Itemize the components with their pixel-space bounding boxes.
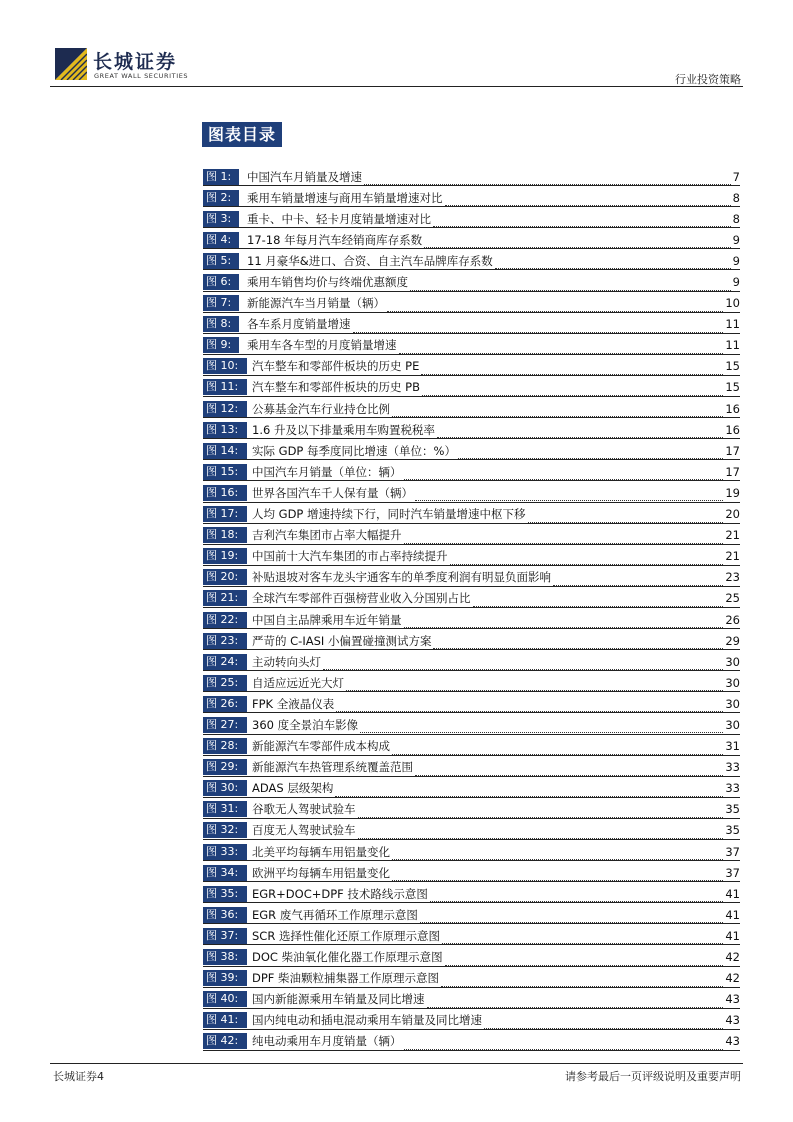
figure-label: 图 26: — [203, 696, 247, 712]
dot-leader — [450, 554, 724, 565]
toc-entry[interactable] — [203, 714, 740, 735]
dot-leader — [392, 406, 723, 417]
toc-entry[interactable] — [203, 609, 740, 630]
figure-title: 中国汽车月销量（单位：辆） — [252, 464, 402, 479]
dot-leader — [484, 1018, 723, 1029]
toc-entry[interactable] — [203, 567, 740, 588]
figure-label: 图 9: — [203, 337, 239, 353]
figure-label: 图 34: — [203, 865, 247, 881]
figure-label: 图 38: — [203, 949, 247, 965]
footer-disclaimer: 请参考最后一页评级说明及重要声明 — [565, 1070, 741, 1083]
page-number: 30 — [725, 696, 740, 711]
toc-entry[interactable] — [203, 630, 740, 651]
figure-title: DPF 柴油颗粒捕集器工作原理示意图 — [252, 971, 440, 986]
toc-entry[interactable] — [203, 862, 740, 883]
figure-label: 图 18: — [203, 527, 247, 543]
page-number: 9 — [732, 232, 740, 247]
figure-title: 中国汽车月销量及增速 — [247, 169, 362, 184]
dot-leader — [437, 427, 723, 438]
footer-divider — [50, 1063, 743, 1064]
toc-entry[interactable] — [203, 1010, 740, 1031]
toc-entry[interactable] — [203, 778, 740, 799]
page-number: 42 — [725, 971, 740, 986]
figure-title: 公募基金汽车行业持仓比例 — [252, 401, 390, 416]
figure-title: 严苛的 C-IASI 小偏置碰撞测试方案 — [252, 633, 432, 648]
toc-entry[interactable] — [203, 736, 740, 757]
page-number: 8 — [732, 190, 740, 205]
dot-leader — [445, 955, 724, 966]
toc-title: 图表目录 — [202, 122, 282, 147]
figure-title: FPK 全液晶仪表 — [252, 696, 335, 711]
header-divider — [50, 86, 743, 87]
figure-label: 图 16: — [203, 485, 247, 501]
figure-label: 图 40: — [203, 991, 247, 1007]
page-number: 11 — [725, 317, 740, 332]
page-number: 33 — [725, 760, 740, 775]
toc-entry[interactable] — [203, 419, 740, 440]
dot-leader — [421, 364, 723, 375]
figure-title: 纯电动乘用车月度销量（辆） — [252, 1034, 402, 1049]
report-type: 行业投资策略 — [675, 73, 741, 86]
toc-entry[interactable] — [203, 314, 740, 335]
dot-leader — [323, 659, 723, 670]
page-number: 17 — [725, 443, 740, 458]
dot-leader — [346, 680, 723, 691]
dot-leader — [392, 849, 723, 860]
figure-label: 图 31: — [203, 801, 247, 817]
page-number: 25 — [725, 591, 740, 606]
figure-title: ADAS 层级架构 — [252, 781, 334, 796]
figure-label: 图 36: — [203, 907, 247, 923]
dot-leader — [415, 490, 723, 501]
dot-leader — [442, 933, 723, 944]
toc-entry[interactable] — [203, 504, 740, 525]
toc-entry[interactable] — [203, 335, 740, 356]
dot-leader — [336, 701, 723, 712]
dot-leader — [410, 280, 731, 291]
toc-entry[interactable] — [203, 799, 740, 820]
figure-title: 北美平均每辆车用铝量变化 — [252, 844, 390, 859]
figure-label: 图 11: — [203, 379, 247, 395]
figure-title: 乘用车销量增速与商用车销量增速对比 — [247, 190, 443, 205]
dot-leader — [360, 722, 723, 733]
toc-entry[interactable] — [203, 208, 740, 229]
page-number: 29 — [725, 633, 740, 648]
dot-leader — [404, 469, 724, 480]
dot-leader — [433, 216, 731, 227]
figure-title: 欧洲平均每辆车用铝量变化 — [252, 865, 390, 880]
page-number: 35 — [725, 823, 740, 838]
figure-label: 图 6: — [203, 274, 239, 290]
page-number: 43 — [725, 992, 740, 1007]
dot-leader — [358, 807, 724, 818]
figure-label: 图 14: — [203, 443, 247, 459]
figure-title: 11 月豪华&进口、合资、自主汽车品牌库存系数 — [247, 253, 493, 268]
dot-leader — [427, 997, 724, 1008]
figure-label: 图 42: — [203, 1033, 247, 1049]
figure-title: EGR 废气再循环工作原理示意图 — [252, 907, 418, 922]
figure-title: 谷歌无人驾驶试验车 — [252, 802, 356, 817]
figure-title: SCR 选择性催化还原工作原理示意图 — [252, 928, 440, 943]
toc-entry[interactable] — [203, 820, 740, 841]
dot-leader — [415, 765, 723, 776]
footer-brand-page: 长城证券4 — [53, 1070, 104, 1083]
page-number: 16 — [725, 401, 740, 416]
page-number: 17 — [725, 464, 740, 479]
dot-leader — [422, 385, 723, 396]
figure-title: 汽车整车和零部件板块的历史 PB — [252, 380, 420, 395]
toc-entry[interactable] — [203, 461, 740, 482]
dot-leader — [495, 258, 731, 269]
page-number: 23 — [725, 570, 740, 585]
page-number: 43 — [725, 1013, 740, 1028]
toc-entry[interactable] — [203, 187, 740, 208]
figure-label: 图 17: — [203, 506, 247, 522]
page-number: 37 — [725, 865, 740, 880]
figure-label: 图 23: — [203, 633, 247, 649]
figure-label: 图 32: — [203, 822, 247, 838]
figure-label: 图 8: — [203, 316, 239, 332]
dot-leader — [553, 575, 723, 586]
page-number: 37 — [725, 844, 740, 859]
figure-title: EGR+DOC+DPF 技术路线示意图 — [252, 886, 428, 901]
figure-label: 图 28: — [203, 738, 247, 754]
page-number: 41 — [725, 886, 740, 901]
figure-label: 图 1: — [203, 169, 239, 185]
dot-leader — [358, 828, 724, 839]
figure-title: 汽车整车和零部件板块的历史 PE — [252, 359, 420, 374]
brand-name-cn: 长城证券 — [93, 51, 178, 73]
figure-title: 人均 GDP 增速持续下行，同时汽车销量增速中枢下移 — [252, 507, 526, 522]
dot-leader — [392, 744, 723, 755]
page-number: 26 — [725, 612, 740, 627]
page-number: 41 — [725, 907, 740, 922]
dot-leader — [458, 448, 723, 459]
page-number: 16 — [725, 422, 740, 437]
dot-leader — [473, 596, 724, 607]
toc-entry[interactable] — [203, 377, 740, 398]
figure-label: 图 12: — [203, 401, 247, 417]
figure-label: 图 29: — [203, 759, 247, 775]
figure-title: 重卡、中卡、轻卡月度销量增速对比 — [247, 211, 431, 226]
toc-entry[interactable] — [203, 398, 740, 419]
dot-leader — [445, 195, 731, 206]
figure-title: 各车系月度销量增速 — [247, 317, 351, 332]
figure-label: 图 2: — [203, 190, 239, 206]
figure-label: 图 13: — [203, 422, 247, 438]
figure-title: 世界各国汽车千人保有量（辆） — [252, 485, 413, 500]
great-wall-logo-icon — [55, 48, 87, 80]
page-number: 41 — [725, 928, 740, 943]
page-number: 20 — [725, 507, 740, 522]
page-number: 21 — [725, 528, 740, 543]
figure-title: 1.6 升及以下排量乘用车购置税税率 — [252, 422, 435, 437]
toc-entry[interactable] — [203, 989, 740, 1010]
figure-label: 图 7: — [203, 295, 239, 311]
brand-name-en: GREAT WALL SECURITIES — [94, 72, 189, 80]
figure-title: 360 度全景泊车影像 — [252, 717, 359, 732]
toc-entry[interactable] — [203, 968, 740, 989]
dot-leader — [364, 174, 731, 185]
toc-entry[interactable] — [203, 693, 740, 714]
page-number: 42 — [725, 950, 740, 965]
figure-toc-list — [203, 166, 740, 1052]
dot-leader — [353, 322, 724, 333]
figure-title: 新能源汽车热管理系统覆盖范围 — [252, 760, 413, 775]
dot-leader — [433, 638, 723, 649]
page-number: 8 — [732, 211, 740, 226]
figure-title: 乘用车销售均价与终端优惠额度 — [247, 275, 408, 290]
toc-entry[interactable] — [203, 546, 740, 567]
toc-entry[interactable] — [203, 440, 740, 461]
toc-entry[interactable] — [203, 1031, 740, 1052]
figure-label: 图 3: — [203, 211, 239, 227]
page-number: 11 — [725, 338, 740, 353]
figure-label: 图 35: — [203, 886, 247, 902]
dot-leader — [528, 512, 724, 523]
dot-leader — [404, 617, 724, 628]
figure-title: 实际 GDP 每季度同比增速（单位：%） — [252, 443, 456, 458]
dot-leader — [387, 301, 723, 312]
page-number: 15 — [725, 380, 740, 395]
page-number: 9 — [732, 253, 740, 268]
dot-leader — [430, 891, 723, 902]
toc-entry[interactable] — [203, 904, 740, 925]
dot-leader — [404, 1039, 724, 1050]
toc-entry[interactable] — [203, 229, 740, 250]
dot-leader — [404, 533, 724, 544]
figure-label: 图 4: — [203, 232, 239, 248]
dot-leader — [399, 343, 724, 354]
figure-label: 图 22: — [203, 612, 247, 628]
figure-title: 百度无人驾驶试验车 — [252, 823, 356, 838]
page-number: 30 — [725, 717, 740, 732]
dot-leader — [420, 912, 724, 923]
figure-title: 主动转向头灯 — [252, 654, 321, 669]
figure-label: 图 41: — [203, 1012, 247, 1028]
page-number: 33 — [725, 781, 740, 796]
figure-label: 图 33: — [203, 844, 247, 860]
figure-title: 吉利汽车集团市占率大幅提升 — [252, 528, 402, 543]
figure-label: 图 21: — [203, 590, 247, 606]
figure-label: 图 19: — [203, 548, 247, 564]
figure-title: 国内纯电动和插电混动乘用车销量及同比增速 — [252, 1013, 482, 1028]
toc-entry[interactable] — [203, 588, 740, 609]
toc-entry[interactable] — [203, 166, 740, 187]
figure-label: 图 10: — [203, 358, 247, 374]
figure-label: 图 24: — [203, 654, 247, 670]
figure-label: 图 25: — [203, 675, 247, 691]
toc-entry[interactable] — [203, 946, 740, 967]
toc-entry[interactable] — [203, 841, 740, 862]
figure-label: 图 39: — [203, 970, 247, 986]
figure-title: 自适应远近光大灯 — [252, 675, 344, 690]
toc-entry[interactable] — [203, 356, 740, 377]
page-number: 7 — [732, 169, 740, 184]
figure-title: 国内新能源乘用车销量及同比增速 — [252, 992, 425, 1007]
page-number: 43 — [725, 1034, 740, 1049]
toc-entry[interactable] — [203, 651, 740, 672]
toc-entry[interactable] — [203, 672, 740, 693]
toc-entry[interactable] — [203, 757, 740, 778]
figure-title: 乘用车各车型的月度销量增速 — [247, 338, 397, 353]
figure-title: 新能源汽车当月销量（辆） — [247, 296, 385, 311]
figure-label: 图 15: — [203, 464, 247, 480]
page-number: 30 — [725, 675, 740, 690]
page-number: 15 — [725, 359, 740, 374]
page-number: 31 — [725, 739, 740, 754]
toc-entry[interactable] — [203, 293, 740, 314]
figure-title: 新能源汽车零部件成本构成 — [252, 739, 390, 754]
page-number: 21 — [725, 549, 740, 564]
dot-leader — [335, 786, 723, 797]
figure-label: 图 27: — [203, 717, 247, 733]
page-number: 19 — [725, 485, 740, 500]
dot-leader — [392, 870, 723, 881]
toc-entry[interactable] — [203, 883, 740, 904]
figure-label: 图 5: — [203, 253, 239, 269]
toc-entry[interactable] — [203, 250, 740, 271]
toc-entry[interactable] — [203, 925, 740, 946]
dot-leader — [424, 237, 731, 248]
figure-title: 中国前十大汽车集团的市占率持续提升 — [252, 549, 448, 564]
page-number: 10 — [725, 296, 740, 311]
figure-label: 图 37: — [203, 928, 247, 944]
page-number: 9 — [732, 275, 740, 290]
page-number: 30 — [725, 654, 740, 669]
figure-title: 补贴退坡对客车龙头宇通客车的单季度利润有明显负面影响 — [252, 570, 551, 585]
toc-entry[interactable] — [203, 271, 740, 292]
figure-title: DOC 柴油氧化催化器工作原理示意图 — [252, 950, 443, 965]
figure-label: 图 20: — [203, 569, 247, 585]
figure-title: 全球汽车零部件百强榜营业收入分国别占比 — [252, 591, 471, 606]
toc-entry[interactable] — [203, 482, 740, 503]
toc-entry[interactable] — [203, 525, 740, 546]
figure-title: 中国自主品牌乘用车近年销量 — [252, 612, 402, 627]
figure-label: 图 30: — [203, 780, 247, 796]
figure-title: 17-18 年每月汽车经销商库存系数 — [247, 232, 423, 247]
page-number: 35 — [725, 802, 740, 817]
dot-leader — [441, 976, 723, 987]
